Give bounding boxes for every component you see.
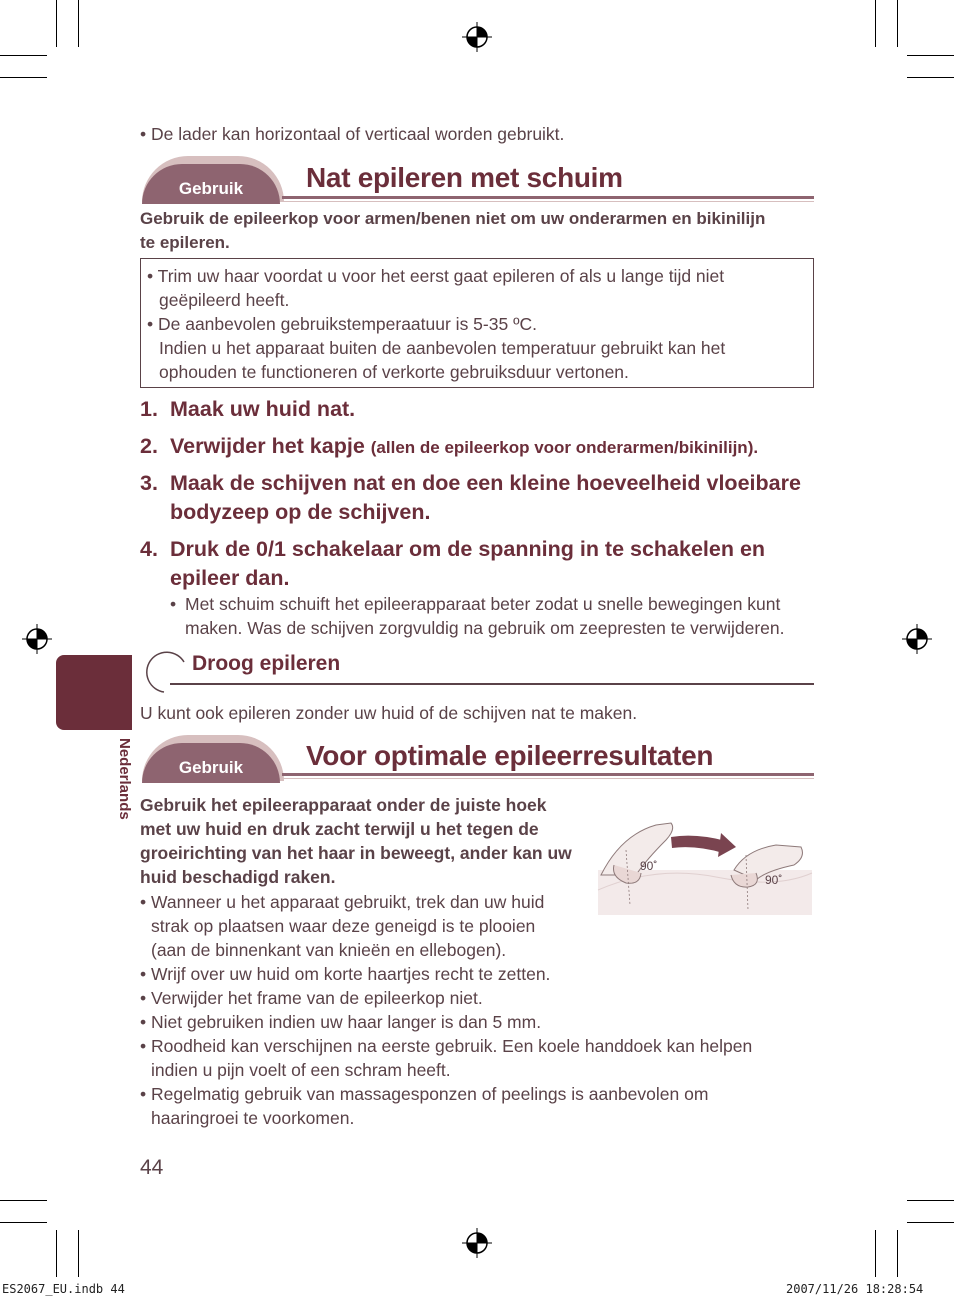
- warning-line: Gebruik de epileerkop voor armen/benen niet om uw onderarmen en bikinilijn: [140, 209, 766, 228]
- step-number: 2.: [140, 434, 158, 458]
- advice-bold-line: met uw huid en druk zacht terwijl u het tegen de: [140, 819, 539, 839]
- footer-file: ES2067_EU.indb 44: [2, 1282, 125, 1296]
- section-rule-thin: [282, 778, 814, 779]
- crop-mark: [0, 1222, 47, 1223]
- advice-bold-line: groeirichting van het haar in beweegt, ander kan uw: [140, 843, 572, 863]
- advice-line: • Roodheid kan verschijnen na eerste gebruik. Een koele handdoek kan helpen: [140, 1036, 753, 1056]
- subsection-rule: [170, 683, 814, 685]
- section-tab-label: Gebruik: [142, 743, 280, 783]
- crop-mark: [907, 1200, 954, 1201]
- step-number: 4.: [140, 537, 158, 561]
- crop-mark: [78, 0, 79, 47]
- section-tab: [142, 735, 284, 781]
- section-title: Nat epileren met schuim: [306, 162, 623, 193]
- step-note: Met schuim schuift het epileerapparaat beter zodat u snelle bewegingen kunt: [185, 594, 781, 614]
- advice-line: • Niet gebruiken indien uw haar langer is dan 5 mm.: [140, 1012, 542, 1032]
- advice-line: (aan de binnenkant van knieën en ellebogen).: [151, 940, 507, 960]
- step-text: Maak uw huid nat.: [170, 397, 356, 421]
- step-text: Druk de 0/1 schakelaar om de spanning in te schakelen en: [170, 537, 766, 561]
- subsection-text: U kunt ook epileren zonder uw huid of de schijven nat te maken.: [140, 703, 638, 723]
- advice-line: • Verwijder het frame van de epileerkop niet.: [140, 988, 483, 1008]
- note-line: • Trim uw haar voordat u voor het eerst gaat epileren of als u lange tijd niet: [147, 266, 725, 286]
- section-rule: [282, 196, 814, 199]
- crop-mark: [78, 1230, 79, 1277]
- step-number: 3.: [140, 471, 158, 495]
- advice-bold-line: huid beschadigd raken.: [140, 867, 336, 887]
- note-line: geëpileerd heeft.: [159, 290, 290, 310]
- step-note: maken. Was de schijven zorgvuldig na gebruik om zeepresten te verwijderen.: [185, 618, 785, 638]
- section-tab: [142, 156, 284, 202]
- crop-mark: [0, 1200, 47, 1201]
- section-tab-label: Gebruik: [142, 164, 280, 204]
- language-label: Nederlands: [116, 738, 133, 820]
- angle-label: 90˚: [765, 873, 783, 887]
- crop-mark: [56, 0, 57, 47]
- page-number: 44: [140, 1156, 164, 1179]
- registration-mark-icon: [22, 624, 52, 654]
- advice-line: strak op plaatsen waar deze geneigd is te plooien: [151, 916, 536, 936]
- footer-timestamp: 2007/11/26 18:28:54: [786, 1282, 924, 1296]
- crop-mark: [0, 77, 47, 78]
- subsection-title: Droog epileren: [192, 652, 341, 675]
- crop-mark: [907, 77, 954, 78]
- step-text-main: Verwijder het kapje: [170, 434, 365, 458]
- crop-mark: [875, 1230, 876, 1277]
- section-rule-thin: [282, 201, 814, 202]
- advice-line: indien u pijn voelt of een schram heeft.: [151, 1060, 451, 1080]
- subsection-arc-icon: [140, 650, 188, 696]
- angle-label: 90˚: [640, 859, 658, 873]
- step-number: 1.: [140, 397, 158, 421]
- registration-mark-icon: [902, 624, 932, 654]
- step-text: epileer dan.: [170, 566, 290, 590]
- epilator-angle-illustration: [596, 815, 814, 917]
- section-rule: [282, 773, 814, 776]
- advice-line: • Wrijf over uw huid om korte haartjes recht te zetten.: [140, 964, 551, 984]
- crop-mark: [907, 55, 954, 56]
- registration-mark-icon: [462, 1228, 492, 1258]
- advice-bold-line: Gebruik het epileerapparaat onder de juiste hoek: [140, 795, 547, 815]
- advice-line: • Regelmatig gebruik van massagesponzen of peelings is aanbevolen om: [140, 1084, 709, 1104]
- note-line: Indien u het apparaat buiten de aanbevolen temperatuur gebruikt kan het: [159, 338, 726, 358]
- note-line: • De aanbevolen gebruikstemperaatuur is 5-35 ºC.: [147, 314, 537, 334]
- language-tab: [56, 655, 132, 730]
- section-title: Voor optimale epileerresultaten: [306, 740, 714, 771]
- advice-line: • Wanneer u het apparaat gebruikt, trek dan uw huid: [140, 892, 545, 912]
- crop-mark: [0, 55, 47, 56]
- crop-mark: [875, 0, 876, 47]
- crop-mark: [907, 1222, 954, 1223]
- step-text: [170, 432, 758, 462]
- top-note: • De lader kan horizontaal of verticaal worden gebruikt.: [140, 124, 565, 144]
- warning-line: te epileren.: [140, 233, 230, 252]
- crop-mark: [897, 1230, 898, 1277]
- advice-line: haaringroei te voorkomen.: [151, 1108, 355, 1128]
- crop-mark: [56, 1230, 57, 1277]
- step-text-small: (allen de epileerkop voor onderarmen/bikinilijn).: [370, 438, 759, 457]
- step-text: Maak de schijven nat en doe een kleine hoeveelheid vloeibare: [170, 471, 801, 495]
- crop-mark: [897, 0, 898, 47]
- registration-mark-icon: [462, 22, 492, 52]
- step-text: bodyzeep op de schijven.: [170, 500, 431, 524]
- note-line: ophouden te functioneren of verkorte gebruiksduur vertonen.: [159, 362, 629, 382]
- step-note-bullet: •: [170, 594, 177, 614]
